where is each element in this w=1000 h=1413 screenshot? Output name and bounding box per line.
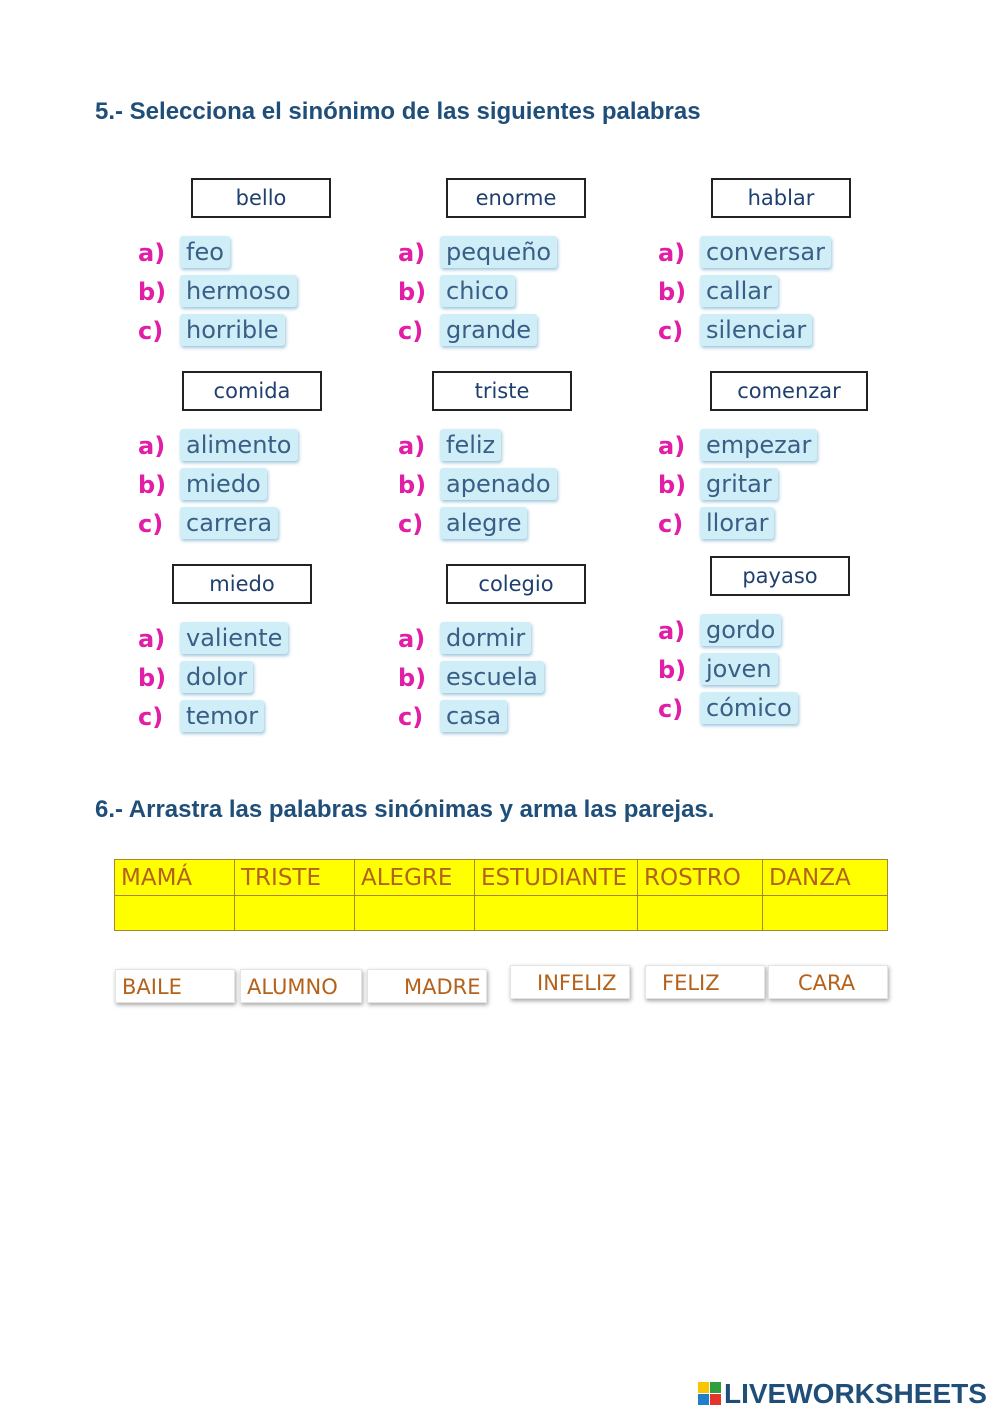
- synonym-group: [138, 564, 378, 734]
- option-letter: a): [138, 239, 166, 267]
- drag-word-cara[interactable]: CARA: [768, 965, 888, 999]
- target-word: miedo: [172, 564, 312, 604]
- synonym-group: [138, 371, 378, 541]
- synonym-group: [398, 178, 638, 348]
- header-cell: ROSTRO: [638, 860, 763, 896]
- option-letter: c): [138, 317, 164, 345]
- synonym-group: [658, 371, 898, 541]
- synonym-group: [398, 564, 638, 734]
- option-chip[interactable]: apenado: [440, 468, 557, 500]
- option-chip[interactable]: silenciar: [700, 314, 812, 346]
- option-letter: b): [138, 278, 167, 306]
- pairs-drop-row: [115, 896, 888, 931]
- option-chip[interactable]: chico: [440, 275, 515, 307]
- option-letter: c): [658, 695, 684, 723]
- synonym-group: [138, 178, 378, 348]
- option-letter: a): [658, 432, 686, 460]
- header-cell: ALEGRE: [355, 860, 475, 896]
- drag-word-infeliz[interactable]: INFELIZ: [510, 965, 630, 999]
- option-chip[interactable]: conversar: [700, 236, 831, 268]
- option-chip[interactable]: hermoso: [180, 275, 297, 307]
- header-cell: ESTUDIANTE: [475, 860, 638, 896]
- option-letter: a): [398, 239, 426, 267]
- option-chip[interactable]: horrible: [180, 314, 285, 346]
- option-chip[interactable]: gordo: [700, 614, 781, 646]
- option-letter: a): [658, 617, 686, 645]
- option-letter: c): [138, 703, 164, 731]
- option-chip[interactable]: escuela: [440, 661, 544, 693]
- logo-mark-icon: [698, 1382, 722, 1406]
- target-word: enorme: [446, 178, 586, 218]
- option-chip[interactable]: dormir: [440, 622, 531, 654]
- header-cell: MAMÁ: [115, 860, 235, 896]
- target-word: colegio: [446, 564, 586, 604]
- option-chip[interactable]: alegre: [440, 507, 527, 539]
- option-letter: a): [658, 239, 686, 267]
- header-cell: TRISTE: [235, 860, 355, 896]
- section-5-title: 5.- Selecciona el sinónimo de las siguientes palabras: [95, 98, 701, 125]
- option-chip[interactable]: dolor: [180, 661, 253, 693]
- pairs-header-row: [115, 860, 888, 896]
- option-letter: a): [138, 625, 166, 653]
- option-chip[interactable]: grande: [440, 314, 537, 346]
- option-letter: b): [398, 664, 427, 692]
- synonym-group: [658, 178, 898, 348]
- option-chip[interactable]: joven: [700, 653, 778, 685]
- option-chip[interactable]: temor: [180, 700, 264, 732]
- option-chip[interactable]: miedo: [180, 468, 267, 500]
- drag-word-madre[interactable]: MADRE: [367, 969, 487, 1003]
- drag-word-alumno[interactable]: ALUMNO: [240, 969, 362, 1003]
- target-word: payaso: [710, 556, 850, 596]
- option-chip[interactable]: cómico: [700, 692, 798, 724]
- option-letter: c): [658, 317, 684, 345]
- option-letter: b): [398, 278, 427, 306]
- option-letter: c): [398, 510, 424, 538]
- option-letter: c): [658, 510, 684, 538]
- option-chip[interactable]: casa: [440, 700, 507, 732]
- synonym-group: [398, 371, 638, 541]
- header-cell: DANZA: [763, 860, 888, 896]
- option-chip[interactable]: gritar: [700, 468, 778, 500]
- synonym-group: [658, 556, 898, 726]
- target-word: hablar: [711, 178, 851, 218]
- option-letter: c): [398, 317, 424, 345]
- drag-word-feliz[interactable]: FELIZ: [645, 965, 765, 999]
- pairs-table: [114, 859, 888, 931]
- drop-target[interactable]: [763, 896, 888, 931]
- option-chip[interactable]: pequeño: [440, 236, 557, 268]
- target-word: triste: [432, 371, 572, 411]
- option-letter: a): [398, 625, 426, 653]
- drop-target[interactable]: [115, 896, 235, 931]
- option-chip[interactable]: feo: [180, 236, 230, 268]
- drag-word-baile[interactable]: BAILE: [115, 969, 235, 1003]
- drop-target[interactable]: [355, 896, 475, 931]
- option-letter: b): [658, 656, 687, 684]
- option-letter: a): [398, 432, 426, 460]
- option-letter: b): [398, 471, 427, 499]
- liveworksheets-logo: [698, 1378, 987, 1410]
- option-letter: c): [398, 703, 424, 731]
- option-letter: b): [138, 471, 167, 499]
- section-6-title: 6.- Arrastra las palabras sinónimas y arma las parejas.: [95, 796, 715, 823]
- drop-target[interactable]: [475, 896, 638, 931]
- option-letter: b): [658, 278, 687, 306]
- drop-target[interactable]: [235, 896, 355, 931]
- target-word: comenzar: [710, 371, 868, 411]
- option-letter: b): [658, 471, 687, 499]
- option-chip[interactable]: llorar: [700, 507, 774, 539]
- option-letter: a): [138, 432, 166, 460]
- option-chip[interactable]: alimento: [180, 429, 298, 461]
- option-chip[interactable]: valiente: [180, 622, 288, 654]
- drop-target[interactable]: [638, 896, 763, 931]
- option-chip[interactable]: feliz: [440, 429, 501, 461]
- option-chip[interactable]: empezar: [700, 429, 817, 461]
- option-chip[interactable]: carrera: [180, 507, 278, 539]
- target-word: bello: [191, 178, 331, 218]
- option-letter: c): [138, 510, 164, 538]
- logo-text: LIVEWORKSHEETS: [724, 1378, 987, 1409]
- option-chip[interactable]: callar: [700, 275, 778, 307]
- option-letter: b): [138, 664, 167, 692]
- target-word: comida: [182, 371, 322, 411]
